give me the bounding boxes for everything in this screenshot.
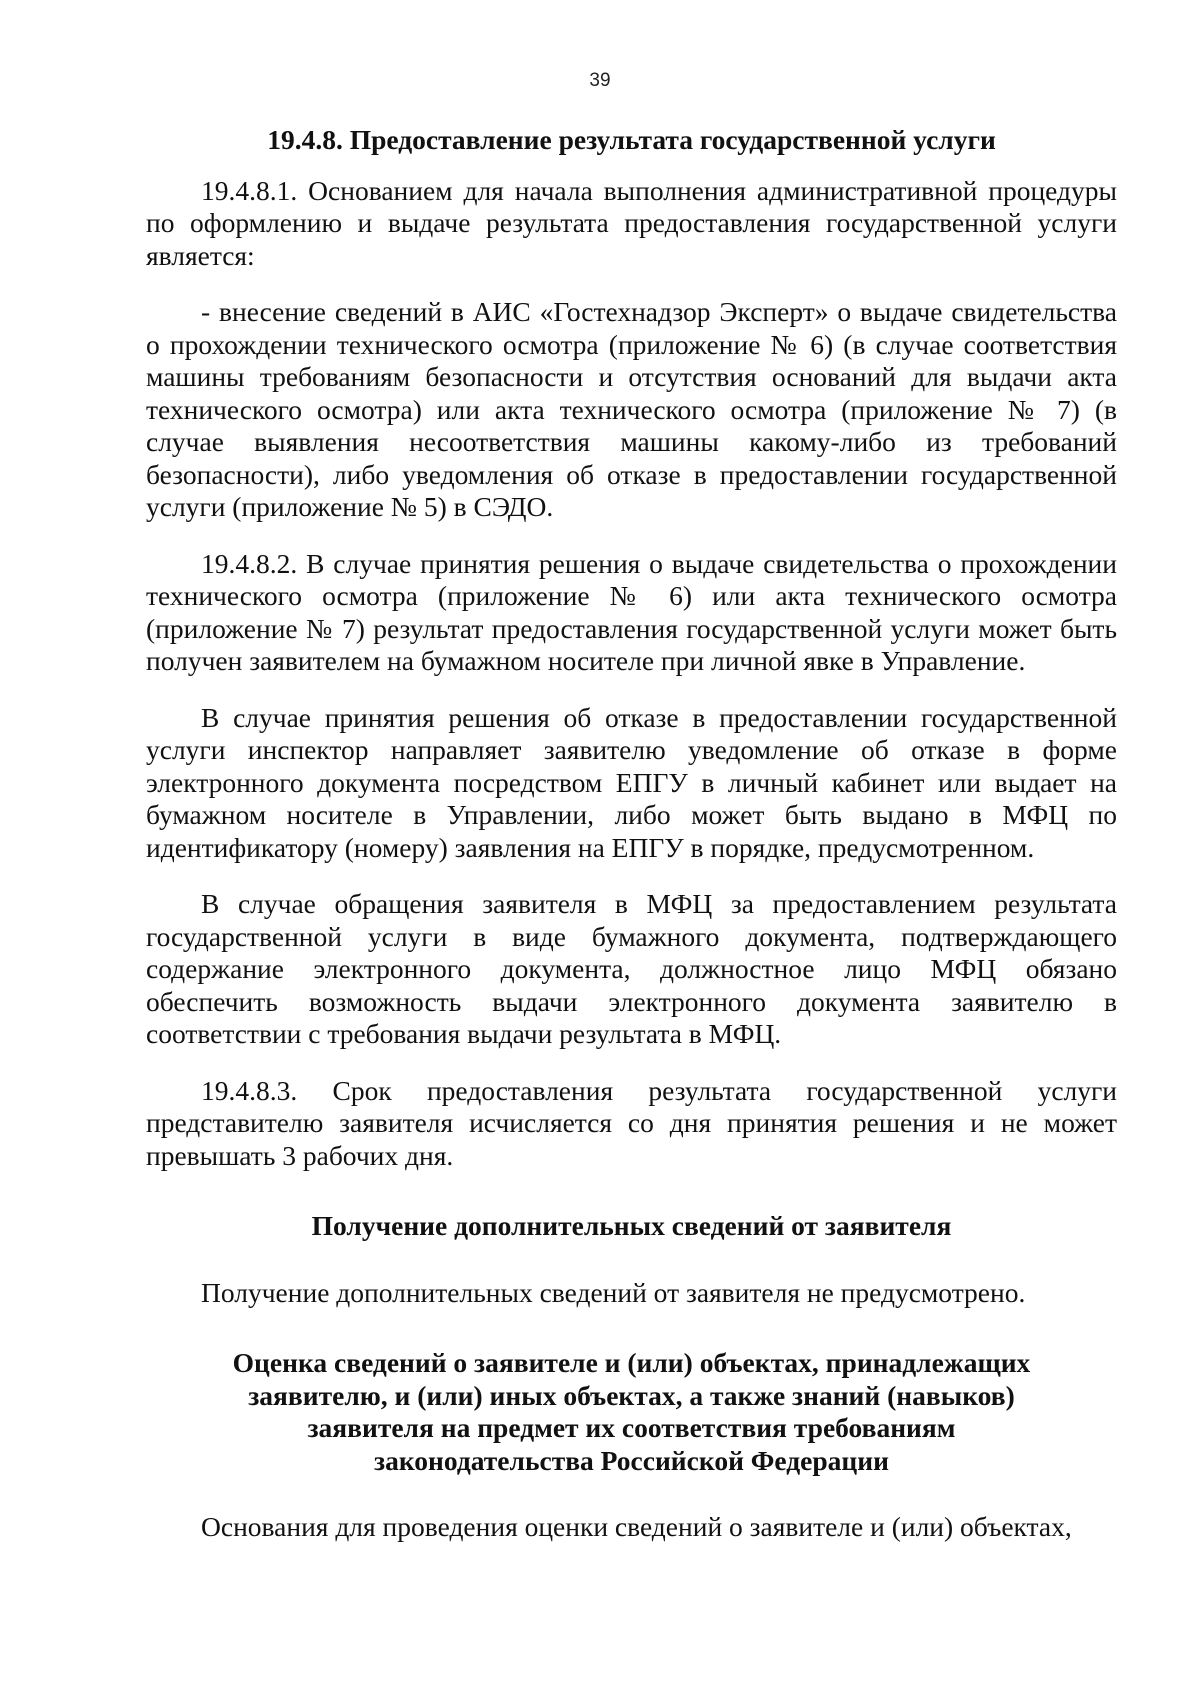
assessment-heading-line-1: Оценка сведений о заявителе и (или) объектах, принадлежащих [232, 1347, 1031, 1378]
section-heading: 19.4.8. Предоставление результата государственной услуги [267, 124, 996, 155]
paragraph-19-4-8-3: 19.4.8.3. Срок предоставления результата государственной услуги представителю заявителя исчисляется со дня принятия решения и не может превышать 3 рабочих дня. [146, 1074, 1117, 1171]
paragraph-ais-entry: - внесение сведений в АИС «Гостехнадзор Эксперт» о выдаче свидетельства о прохождении технического осмотра (приложение № 6) (в случае соответствия машины требованиям безопасности и отсутствия оснований для выдачи акта технического осмотра) или акта технического осмотра (приложение № 7) (в случае выявления несоответствия машины какому-либо из требований безопасности), либо уведомления об отказе в предоставлении государственной услуги (приложение № 5) в СЭДО. [146, 296, 1117, 522]
assessment-heading-line-3: заявителя на предмет их соответствия требованиям [307, 1412, 956, 1443]
paragraph-19-4-8-1: 19.4.8.1. Основанием для начала выполнения административной процедуры по оформлению и выдаче результата предоставления государственной услуги является: [146, 174, 1117, 271]
assessment-paragraph: Основания для проведения оценки сведений о заявителе и (или) объектах, [201, 1511, 1072, 1542]
document-body [146, 124, 1117, 1544]
additional-info-heading: Получение дополнительных сведений от заявителя [311, 1210, 952, 1241]
page-number: 39 [589, 70, 611, 91]
paragraph-19-4-8-2: 19.4.8.2. В случае принятия решения о выдаче свидетельства о прохождении технического осмотра (приложение № 6) или акта технического осмотра (приложение № 7) результат предоставления государственной услуги может быть получен заявителем на бумажном носителе при личной явке в Управление. [146, 547, 1117, 676]
assessment-heading [146, 1347, 1117, 1477]
paragraph-refusal: В случае принятия решения об отказе в предоставлении государственной услуги инспектор направляет заявителю уведомление об отказе в форме электронного документа посредством ЕПГУ в личный кабинет или выдает на бумажном носителе в Управлении, либо может быть выдано в МФЦ по идентификатору (номеру) заявления на ЕПГУ в порядке, предусмотренном. [146, 701, 1117, 863]
paragraph-mfc-request: В случае обращения заявителя в МФЦ за предоставлением результата государственной услуги в виде бумажного документа, подтверждающего содержание электронного документа, должностное лицо МФЦ обязано обеспечить возможность выдачи электронного документа заявителю в соответствии с требования выдачи результата в МФЦ. [146, 888, 1117, 1049]
assessment-heading-line-4: законодательства Российской Федерации [374, 1444, 889, 1476]
assessment-heading-line-2: заявителю, и (или) иных объектах, а также знаний (навыков) [248, 1379, 1015, 1411]
additional-info-paragraph: Получение дополнительных сведений от заявителя не предусмотрено. [201, 1276, 1026, 1308]
